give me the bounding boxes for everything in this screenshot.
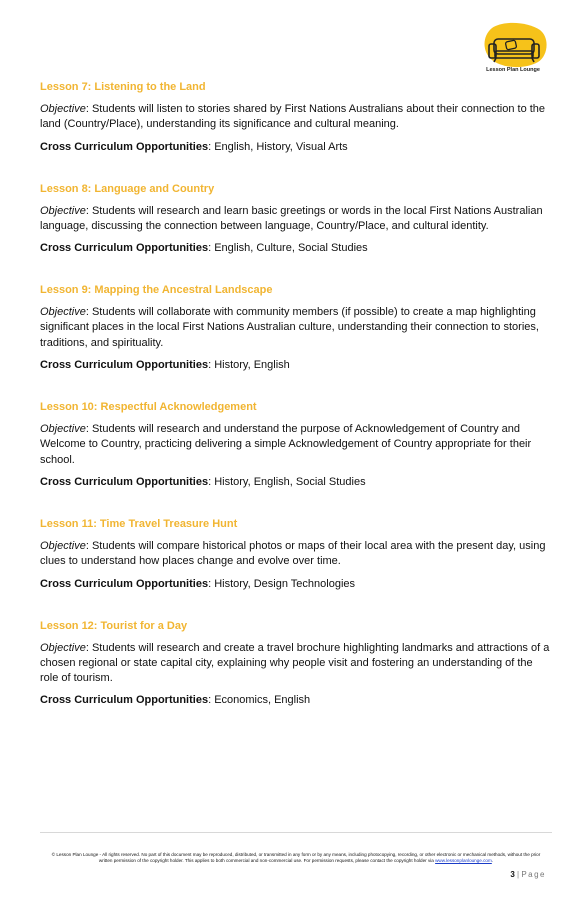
cross-curriculum	[40, 577, 552, 592]
objective-text: : Students will research and create a travel brochure highlighting landmarks and attractions of a chosen regional or state capital city, explaining why people visit and fostering an understanding of the role of tourism.	[40, 641, 550, 685]
objective-label: Objective	[40, 641, 86, 654]
website-link[interactable]: www.lessonplanlounge.com	[435, 857, 492, 863]
lesson-objective	[40, 102, 552, 133]
cross-curriculum-label: Cross Curriculum Opportunities	[40, 359, 209, 372]
objective-text: : Students will listen to stories shared by First Nations Australians about their connection to the land (Country/Place), understanding its significance and cultural meaning.	[40, 103, 546, 131]
lesson-7	[40, 78, 552, 155]
cross-curriculum-label: Cross Curriculum Opportunities	[40, 577, 209, 590]
cross-curriculum-text: : English, History, Visual Arts	[208, 140, 348, 153]
footer-copyright	[46, 852, 546, 864]
page-separator: |	[517, 870, 520, 879]
objective-text: : Students will collaborate with community members (if possible) to create a map highlighting significant places in the local First Nations Australian culture, understanding their connection to stories, traditions, and spirituality.	[40, 306, 539, 349]
cross-curriculum	[40, 241, 552, 256]
cross-curriculum-text: : English, Culture, Social Studies	[208, 242, 368, 255]
cross-curriculum	[40, 358, 552, 373]
lesson-12	[40, 617, 552, 709]
objective-text: : Students will compare historical photos or maps of their local area with the present day, using clues to understand how places change and evolve over time.	[40, 539, 546, 568]
lesson-9	[40, 281, 552, 373]
cross-curriculum-text: : Economics, English	[208, 694, 311, 707]
lesson-title: Lesson 9: Mapping the Ancestral Landscape	[40, 284, 273, 297]
lesson-title: Lesson 7: Listening to the Land	[40, 81, 206, 93]
link-suffix: .	[491, 857, 494, 863]
lesson-title: Lesson 8: Language and Country	[40, 182, 215, 195]
cross-curriculum-label: Cross Curriculum Opportunities	[40, 242, 209, 255]
cross-curriculum-text: : History, Design Technologies	[208, 577, 356, 590]
lesson-11	[40, 515, 552, 592]
cross-curriculum	[40, 140, 552, 155]
logo-caption: Lesson Plan Lounge	[486, 67, 540, 73]
cross-curriculum-text: : History, English	[208, 359, 290, 372]
cross-curriculum-text: : History, English, Social Studies	[208, 475, 366, 488]
objective-label: Objective	[40, 539, 86, 552]
objective-label: Objective	[40, 306, 86, 319]
lesson-title: Lesson 11: Time Travel Treasure Hunt	[40, 517, 238, 530]
lesson-title: Lesson 10: Respectful Acknowledgement	[40, 401, 257, 414]
lesson-10	[40, 398, 552, 490]
footer-divider	[40, 832, 552, 833]
lesson-objective	[40, 641, 552, 687]
lesson-objective	[40, 422, 552, 468]
page-word: Page	[521, 870, 546, 879]
objective-label: Objective	[40, 103, 86, 115]
objective-label: Objective	[40, 204, 86, 217]
lesson-objective	[40, 305, 552, 351]
page-number-value: 3	[510, 870, 515, 879]
objective-text: : Students will research and understand the purpose of Acknowledgement of Country and Welcome to Country, practicing delivering a simple Acknowledgement of Country appropriate for their school.	[40, 423, 532, 466]
cross-curriculum-label: Cross Curriculum Opportunities	[40, 140, 209, 153]
objective-label: Objective	[40, 423, 86, 436]
lesson-objective	[40, 539, 552, 570]
cross-curriculum	[40, 693, 552, 708]
copyright-text: © Lesson Plan Lounge - All rights reserved. No part of this document may be reproduced, distributed, or transmitted in any form or by any means, including photocopying, recording, or other electronic or mechanical methods, without the prior written permission of the copyright holder. This applies to both commercial and non-commercial use. For permission requests, please contact the copyright holder via	[51, 852, 541, 863]
objective-text: : Students will research and learn basic greetings or words in the local First Nations Australian language, discussing the connection between language, Country/Place, and cultural identity.	[40, 204, 543, 232]
lesson-objective	[40, 204, 552, 235]
lesson-title: Lesson 12: Tourist for a Day	[40, 619, 188, 632]
lesson-8	[40, 180, 552, 257]
page-number	[510, 870, 546, 879]
lesson-list	[40, 78, 552, 733]
cross-curriculum-label: Cross Curriculum Opportunities	[40, 694, 209, 707]
cross-curriculum	[40, 475, 552, 490]
cross-curriculum-label: Cross Curriculum Opportunities	[40, 475, 209, 488]
